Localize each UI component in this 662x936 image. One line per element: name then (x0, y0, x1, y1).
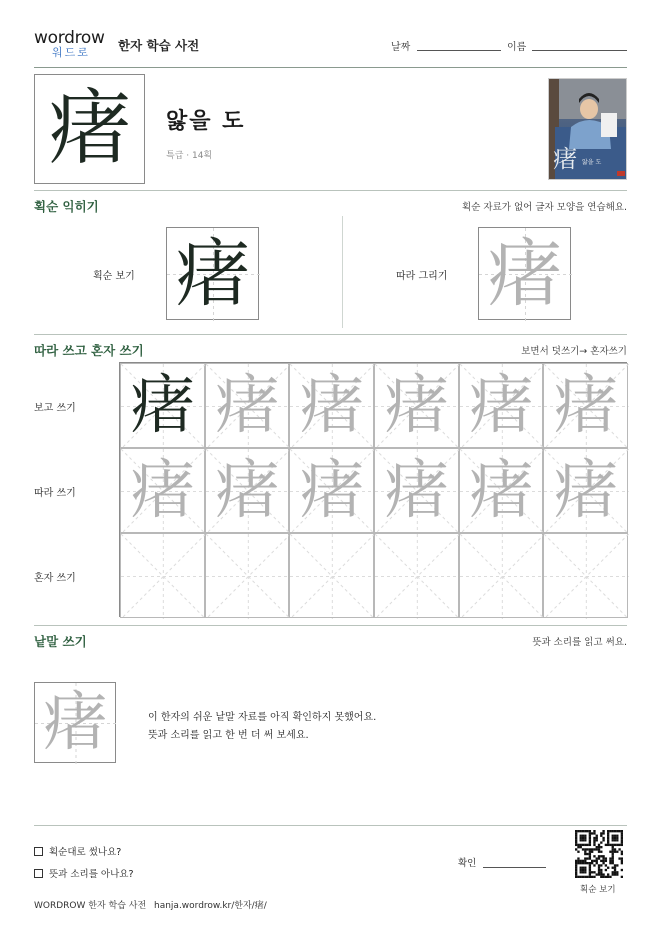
practice-char: 瘏 (384, 368, 449, 443)
row-label-trace: 따라 쓰기 (34, 488, 76, 499)
stroke-trace-box[interactable] (478, 227, 571, 320)
practice-char: 瘏 (130, 453, 195, 528)
checklist-item-meaning[interactable] (34, 866, 134, 880)
practice-cell[interactable] (543, 533, 628, 618)
qr-code-icon[interactable] (575, 830, 623, 878)
stroke-view-label: 획순 보기 (93, 271, 135, 282)
practice-cell[interactable] (374, 363, 459, 448)
guide-lines (544, 534, 629, 619)
checkbox[interactable] (34, 847, 43, 856)
hero-divider (34, 190, 627, 191)
logo-wordmark: wordrow (34, 28, 105, 48)
date-line[interactable] (417, 50, 501, 51)
practice-char: 瘏 (468, 368, 533, 443)
practice-char: 瘏 (299, 453, 364, 528)
practice-cell[interactable] (543, 448, 628, 533)
practice-cell[interactable] (205, 533, 290, 618)
stroke-view-box[interactable] (166, 227, 259, 320)
stroke-section-divider (34, 334, 627, 335)
stroke-view-char: 瘏 (175, 230, 250, 317)
qr-caption: 획순 보기 (580, 885, 616, 895)
checkbox[interactable] (34, 869, 43, 878)
practice-cell[interactable] (120, 533, 205, 618)
name-line[interactable] (532, 50, 627, 51)
practice-char: 瘏 (553, 453, 618, 528)
practice-cell[interactable] (374, 533, 459, 618)
stroke-trace-label: 따라 그리기 (396, 271, 448, 282)
practice-cell[interactable] (459, 448, 544, 533)
guide-lines (460, 534, 545, 619)
date-label: 날짜 (391, 42, 411, 53)
checklist-label: 획순대로 썼나요? (49, 847, 122, 858)
practice-cell[interactable] (289, 448, 374, 533)
practice-section-note: 보면서 덧쓰기→ 혼자쓰기 (521, 346, 627, 357)
practice-cell[interactable] (205, 363, 290, 448)
footer-url[interactable]: hanja.wordrow.kr/한자/瘏/ (154, 901, 267, 911)
practice-cell[interactable] (120, 448, 205, 533)
word-practice-char: 瘏 (43, 685, 107, 760)
guide-lines (121, 534, 206, 619)
brand-logo (34, 30, 114, 64)
practice-cell[interactable] (374, 448, 459, 533)
practice-cell[interactable] (459, 363, 544, 448)
guide-lines (290, 534, 375, 619)
word-section-divider (34, 825, 627, 826)
practice-cell[interactable] (289, 363, 374, 448)
guide-lines (206, 534, 291, 619)
guide-lines (375, 534, 460, 619)
row-label-see: 보고 쓰기 (34, 403, 76, 414)
practice-cell[interactable] (205, 448, 290, 533)
word-note-line1: 이 한자의 쉬운 낱말 자료를 아직 확인하지 못했어요. (148, 712, 377, 723)
hero-character: 瘏 (48, 81, 131, 176)
stroke-section-title: 획순 익히기 (34, 199, 99, 214)
row-label-alone: 혼자 쓰기 (34, 573, 76, 584)
confirm-label: 확인 (458, 858, 477, 869)
practice-cell[interactable] (459, 533, 544, 618)
stroke-divider (342, 216, 343, 328)
word-note-line2: 뜻과 소리를 읽고 한 번 더 써 보세요. (148, 730, 309, 741)
practice-cell[interactable] (543, 363, 628, 448)
character-meta: 특급 · 14획 (166, 151, 213, 161)
thumbnail-caption: 앓을 도 (582, 159, 602, 166)
word-section-title: 낱말 쓰기 (34, 634, 87, 649)
thumbnail-char: 瘏 (553, 145, 577, 173)
practice-section-title: 따라 쓰고 혼자 쓰기 (34, 343, 144, 358)
footer-brand: WORDROW 한자 학습 사전 (34, 901, 147, 911)
header-divider (34, 67, 627, 68)
word-practice-box[interactable] (34, 682, 116, 763)
video-thumbnail[interactable] (548, 78, 627, 180)
practice-section-divider (34, 625, 627, 626)
practice-cell[interactable] (289, 533, 374, 618)
practice-char: 瘏 (214, 368, 279, 443)
name-label: 이름 (507, 42, 527, 53)
logo-korean: 워드로 (52, 46, 90, 59)
word-section-note: 뜻과 소리를 읽고 써요. (532, 637, 627, 648)
practice-cell[interactable] (120, 363, 205, 448)
character-meaning: 앓을 도 (166, 109, 246, 134)
practice-char: 瘏 (130, 368, 195, 443)
practice-grid (119, 362, 627, 617)
practice-char: 瘏 (299, 368, 364, 443)
checklist-label: 뜻과 소리를 아나요? (49, 869, 134, 880)
header-subtitle: 한자 학습 사전 (118, 38, 200, 53)
confirm-line[interactable] (483, 867, 546, 868)
checklist-item-stroke[interactable] (34, 844, 121, 858)
practice-char: 瘏 (468, 453, 533, 528)
stroke-section-note: 획순 자료가 없어 글자 모양을 연습해요. (462, 202, 627, 213)
hero-character-box (34, 74, 145, 184)
thumbnail-badge (617, 171, 625, 176)
practice-char: 瘏 (553, 368, 618, 443)
stroke-trace-char: 瘏 (487, 230, 562, 317)
practice-char: 瘏 (214, 453, 279, 528)
practice-char: 瘏 (384, 453, 449, 528)
